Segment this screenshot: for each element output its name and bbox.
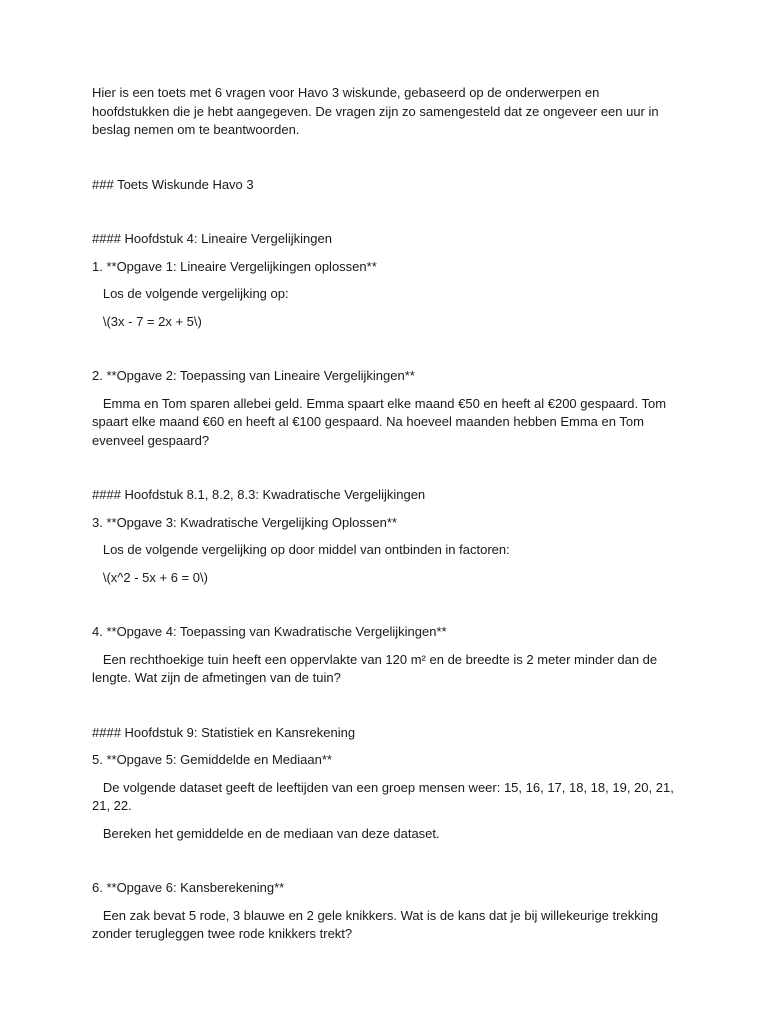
question-3-equation: \(x^2 - 5x + 6 = 0\) [92, 569, 208, 585]
chapter-heading-9: #### Hoofdstuk 9: Statistiek en Kansrekening [92, 724, 356, 740]
question-5-text: De volgende dataset geeft de leeftijden van een groep mensen weer: 15, 16, 17, 18, 18, 19, 20, 21, 21, 22. [92, 779, 678, 813]
question-2-text: Emma en Tom sparen allebei geld. Emma spaart elke maand €50 en heeft al €200 gespaard. Tom spaart elke maand €60 en heeft al €100 gespaard. Na hoeveel maanden hebben Emma en Tom evenveel gespaard? [92, 395, 670, 448]
question-4-title: 4. **Opgave 4: Toepassing van Kwadratische Vergelijkingen** [92, 624, 447, 639]
question-3-title: 3. **Opgave 3: Kwadratische Vergelijking Oplossen** [92, 514, 397, 530]
chapter-heading-8: #### Hoofdstuk 8.1, 8.2, 8.3: Kwadratische Vergelijkingen [92, 487, 426, 502]
question-1-equation: \(3x - 7 = 2x + 5\) [92, 313, 202, 329]
question-5-title: 5. **Opgave 5: Gemiddelde en Mediaan** [92, 752, 332, 767]
test-title: ### Toets Wiskunde Havo 3 [92, 176, 254, 192]
question-4-text: Een rechthoekige tuin heeft een oppervlakte van 120 m² en de breedte is 2 meter minder dan de lengte. Wat zijn de afmetingen van de tuin? [92, 651, 661, 685]
question-1-title: 1. **Opgave 1: Lineaire Vergelijkingen oplossen** [92, 258, 377, 274]
intro-paragraph: Hier is een toets met 6 vragen voor Havo 3 wiskunde, gebaseerd op de onderwerpen en hoofdstukken die je hebt aangegeven. De vragen zijn zo samengesteld dat ze ongeveer een uur in beslag nemen om te beantwoorden. [92, 85, 663, 137]
question-6-title: 6. **Opgave 6: Kansberekening** [92, 880, 285, 895]
question-6-text: Een zak bevat 5 rode, 3 blauwe en 2 gele knikkers. Wat is de kans dat je bij willekeurige trekking zonder terugleggen twee rode knikkers trekt? [92, 907, 662, 941]
question-3-text: Los de volgende vergelijking op door middel van ontbinden in factoren: [92, 542, 510, 557]
chapter-heading-4: #### Hoofdstuk 4: Lineaire Vergelijkingen [92, 231, 332, 246]
question-1-text: Los de volgende vergelijking op: [92, 286, 289, 301]
question-2-title: 2. **Opgave 2: Toepassing van Lineaire Vergelijkingen** [92, 368, 415, 383]
document-page [92, 84, 676, 944]
question-5-instruction: Bereken het gemiddelde en de mediaan van deze dataset. [92, 825, 440, 841]
